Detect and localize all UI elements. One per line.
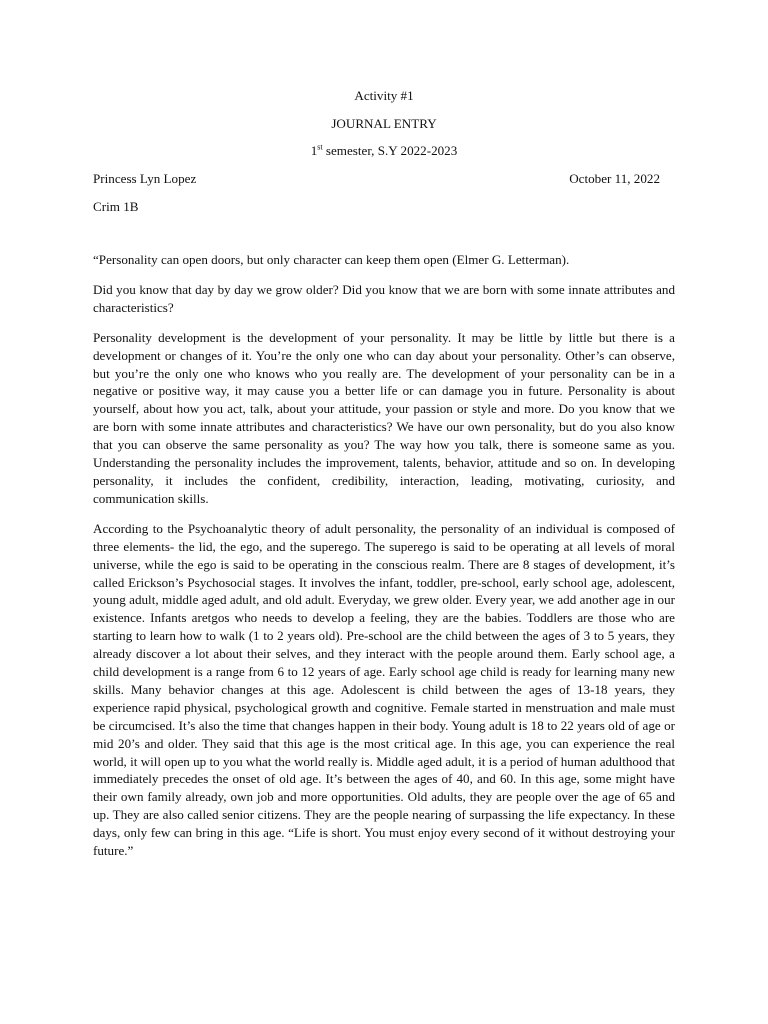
student-section: Crim 1B: [93, 199, 139, 214]
psychoanalytic-paragraph: According to the Psychoanalytic theory of adult personality, the personality of an individual is composed of three elements- the lid, the ego, and the superego. The superego is said to be operating at all levels of moral universe, while the ego is said to be operating in the conscious realm. There are 8 stages of development, it’s called Erickson’s Psychosocial stages. It involves the infant, toddler, pre-school, early school age, adolescent, young adult, middle aged adult, and old adult. Everyday, we grew older. Every year, we add another age in our existence. Infants aretgos who needs to develop a feeling, they are the babies. Toddlers are those who are starting to learn how to walk (1 to 2 years old). Pre-school are the child between the ages of 3 to 5 years, they already discover a lot about their selves, and they interact with the people around them. Early school age, a child development is a range from 6 to 12 years of age. Early school age child is ready for learning many new skills. Many behavior changes at this age. Adolescent is child between the ages of 13-18 years, they experience rapid physical, psychological growth and cognitive. Female started in menstruation and male must be circumcised. It’s also the time that changes happen in their body. Young adult is 18 to 22 years old of age or mid 20’s and older. They said that this age is the most critical age. In this age, you can experience the real world, it will open up to you what the world really is. Middle aged adult, it is a period of human adulthood that immediately precedes the onset of old age. It’s between the ages of 40, and 60. In this age, some might have their own family already, own job and more opportunities. Old adults, they are people over the age of 65 and up. They are also called senior citizens. They are the people nearing of surpassing the life expectancy. In these days, only few can bring in this age. “Life is short. You must enjoy every second of it without destroying your future.”: [93, 520, 675, 859]
semester-number: 1: [310, 143, 318, 158]
entry-date: October 11, 2022: [569, 171, 660, 186]
quote-paragraph: “Personality can open doors, but only character can keep them open (Elmer G. Letterman).: [93, 252, 570, 267]
personality-paragraph: Personality development is the development of your personality. It may be little by little but there is a development or changes of it. You’re the only one who can day about your personality. Other’s can observe, but you’re the only one who knows who you really are. The development of your personality can be in a negative or positive way, it may cause you a better life or can damage you in future. Personality is about yourself, about how you act, talk, about your attitude, your passion or style and more. Do you know that we are born with some innate attributes and characteristics? We have our own personality, but do you also know that you can observe the same personality as you? The way how you talk, there is someone same as you. Understanding the personality includes the improvement, talents, behavior, attitude and so on. In developing personality, it includes the confident, credibility, interaction, leading, motivating, curiosity, and communication skills.: [93, 329, 675, 506]
student-name: Princess Lyn Lopez: [93, 171, 197, 186]
semester-line: [0, 143, 768, 159]
journal-body: [93, 251, 675, 872]
activity-label: Activity #1: [354, 88, 414, 103]
intro-paragraph: Did you know that day by day we grow older? Did you know that we are born with some innate attributes and characteristics?: [93, 281, 675, 315]
document-title: JOURNAL ENTRY: [331, 116, 437, 131]
semester-text: semester, S.Y 2022-2023: [322, 143, 458, 158]
semester-ordinal: st: [317, 142, 323, 152]
